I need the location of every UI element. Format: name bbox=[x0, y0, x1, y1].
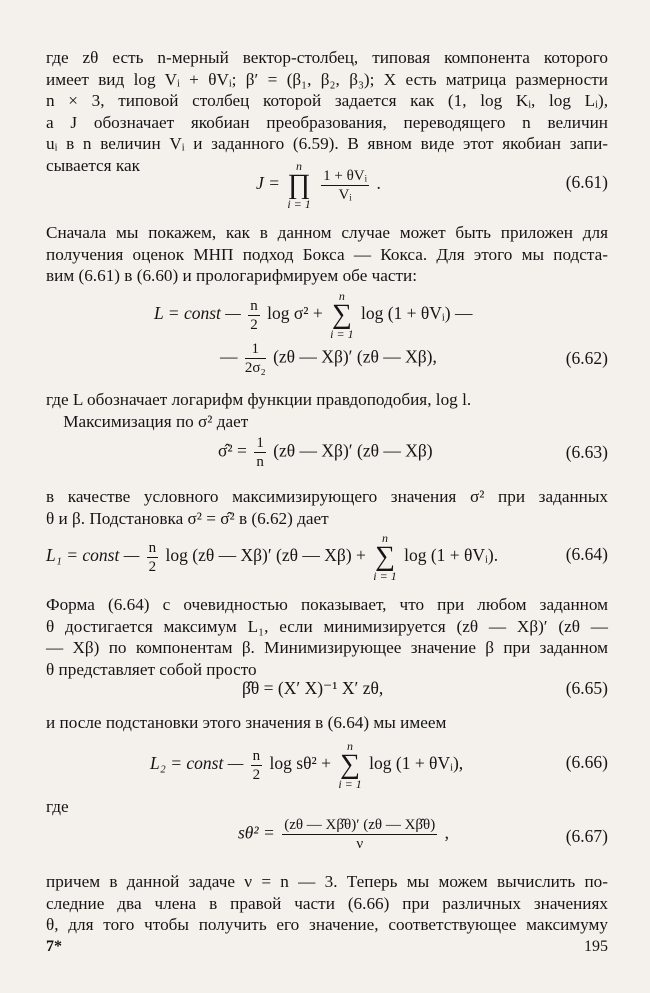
paragraph-box-cox bbox=[46, 222, 608, 287]
page-number: 195 bbox=[584, 938, 608, 955]
fraction bbox=[321, 167, 369, 204]
fraction-numerator: n bbox=[250, 297, 258, 314]
text-line: θ достигается максимум L₁, если минимизируется (zθ — Xβ)′ (zθ — bbox=[46, 616, 608, 636]
fraction-denominator: Vᵢ bbox=[338, 186, 352, 203]
eq-lhs: L = const — bbox=[154, 303, 241, 324]
fraction-numerator: n bbox=[148, 539, 157, 556]
sum-lower-limit: i = 1 bbox=[338, 777, 362, 791]
fraction-numerator: (zθ — Xβ̂θ)′ (zθ — Xβ̂θ) bbox=[284, 817, 436, 833]
sum-operator bbox=[330, 290, 353, 340]
fraction bbox=[282, 816, 437, 853]
fraction-denominator: 2σ₂ bbox=[244, 360, 266, 376]
sum-upper-limit: n bbox=[347, 739, 354, 753]
equation-number: (6.64) bbox=[565, 544, 608, 564]
eq-middle: log sθ² + bbox=[269, 753, 331, 774]
equation-6-65 bbox=[46, 678, 608, 706]
text-line: где bbox=[46, 797, 69, 816]
paragraph-conditional bbox=[46, 486, 608, 529]
paragraph-minimization bbox=[46, 594, 608, 680]
equation-body bbox=[154, 290, 473, 340]
eq-middle: log (zθ — Xβ)′ (zθ — Xβ) + bbox=[165, 545, 366, 566]
paragraph-intro bbox=[46, 47, 608, 177]
paragraph-likelihood bbox=[46, 389, 608, 432]
text-line: Сначала мы покажем, как в данном случае может быть приложен для bbox=[46, 223, 608, 242]
equation-body bbox=[220, 340, 437, 377]
text-line: где zθ есть n-мерный вектор-столбец, типовая компонента которого bbox=[46, 48, 608, 67]
text-line: а J обозначает якобиан преобразования, переводящего n величин bbox=[46, 112, 608, 132]
eq-tail: (zθ — Xβ)′ (zθ — Xβ), bbox=[273, 346, 437, 367]
equation-6-61 bbox=[46, 159, 608, 211]
text-line: и после подстановки этого значения в (6.64) мы имеем bbox=[46, 713, 447, 732]
fraction bbox=[254, 434, 266, 471]
sum-lower-limit: i = 1 bbox=[330, 327, 354, 341]
text-line: θ, для того чтобы получить его значение, соответствующее максимуму bbox=[46, 915, 608, 935]
product-operator bbox=[287, 160, 310, 210]
eq-lhs: sθ² = bbox=[238, 822, 275, 843]
eq-lhs: L₁ = const — bbox=[46, 545, 140, 566]
sum-operator bbox=[338, 740, 361, 790]
text-line: uᵢ в n величин Vᵢ и заданного (6.59). В явном виде этот якобиан запи- bbox=[46, 134, 608, 154]
sum-symbol: ∑ bbox=[331, 299, 352, 330]
product-upper-limit: n bbox=[296, 159, 303, 173]
equation-number: (6.63) bbox=[565, 442, 608, 462]
fraction-numerator: n bbox=[252, 747, 261, 764]
sum-upper-limit: n bbox=[382, 531, 388, 545]
sum-symbol: ∑ bbox=[375, 541, 395, 572]
equation-6-62-line-2 bbox=[46, 340, 608, 380]
eq-tail: , bbox=[444, 822, 449, 843]
equation-number: (6.61) bbox=[565, 172, 608, 192]
text-line: — Xβ) по компонентам β. Минимизирующее значение β при заданном bbox=[46, 638, 608, 658]
text-line: следние два члена в правой части (6.66) при различных значениях bbox=[46, 893, 608, 913]
equation-body: β̂θ = (X′ X)⁻¹ X′ zθ, bbox=[242, 678, 384, 698]
eq-middle: log σ² + bbox=[267, 303, 323, 324]
fraction-numerator: 1 bbox=[245, 340, 266, 359]
text-line: в качестве условного максимизирующего значения σ² при заданных bbox=[46, 487, 608, 506]
eq-lhs: — bbox=[220, 346, 238, 367]
fraction-numerator: 1 bbox=[256, 435, 264, 451]
fraction bbox=[245, 340, 266, 377]
fraction-denominator: 2 bbox=[148, 558, 157, 575]
eq-tail: log (1 + θVᵢ), bbox=[369, 753, 464, 774]
equation-6-62-line-1 bbox=[46, 288, 608, 341]
fraction-denominator: 2 bbox=[252, 766, 261, 783]
equation-6-64 bbox=[46, 530, 608, 582]
eq-tail: . bbox=[376, 173, 381, 194]
text-line: вим (6.61) в (6.60) и прологарифмируем обе части: bbox=[46, 266, 418, 286]
eq-lhs: J = bbox=[256, 173, 280, 194]
product-symbol: ∏ bbox=[287, 169, 311, 200]
equation-number: (6.62) bbox=[565, 348, 608, 368]
text-line: Форма (6.64) с очевидностью показывает, что при любом заданном bbox=[46, 595, 608, 614]
paragraph-conclusion bbox=[46, 871, 608, 936]
equation-number: (6.66) bbox=[565, 752, 608, 772]
text-line: где L обозначает логарифм функции правдоподобия, log l. bbox=[46, 390, 472, 409]
equation-6-63 bbox=[46, 434, 608, 474]
fraction bbox=[251, 747, 263, 784]
equation-6-66 bbox=[46, 738, 608, 790]
equation-body bbox=[256, 160, 381, 210]
eq-tail: (zθ — Xβ)′ (zθ — Xβ) bbox=[273, 440, 433, 461]
fraction-denominator: ν bbox=[356, 836, 364, 852]
equation-body bbox=[238, 816, 449, 853]
paragraph-substitution bbox=[46, 712, 608, 734]
product-lower-limit: i = 1 bbox=[287, 197, 311, 211]
fraction bbox=[248, 297, 260, 334]
sum-lower-limit: i = 1 bbox=[373, 569, 397, 583]
eq-tail: log (1 + θVᵢ) — bbox=[360, 303, 473, 324]
text-line: θ представляет собой просто bbox=[46, 659, 257, 679]
equation-body bbox=[46, 532, 498, 582]
eq-tail: log (1 + θVᵢ). bbox=[404, 545, 499, 566]
equation-number: (6.65) bbox=[565, 678, 608, 698]
text-line: получения оценок МНП подход Бокса — Кокса. Для этого мы подста- bbox=[46, 244, 608, 264]
text-line: θ и β. Подстановка σ² = σ̂² в (6.62) дает bbox=[46, 508, 329, 528]
text-line: сывается как bbox=[46, 155, 140, 175]
eq-lhs: L₂ = const — bbox=[150, 753, 244, 774]
text-line: Максимизация по σ² дает bbox=[46, 411, 249, 431]
equation-number: (6.67) bbox=[565, 826, 608, 846]
sum-symbol: ∑ bbox=[340, 749, 361, 780]
equation-body bbox=[218, 434, 433, 471]
signature-mark: 7* bbox=[46, 938, 62, 955]
fraction-denominator: n bbox=[256, 454, 264, 470]
fraction-numerator: 1 + θVᵢ bbox=[323, 167, 368, 184]
text-line: n × 3, типовой столбец которой задается как (1, log Kᵢ, log Lᵢ), bbox=[46, 91, 608, 111]
fraction-denominator: 2 bbox=[250, 316, 258, 333]
sum-operator bbox=[373, 532, 396, 582]
equation-6-67 bbox=[46, 816, 608, 864]
equation-body bbox=[150, 740, 463, 790]
fraction bbox=[147, 539, 159, 576]
paragraph-where bbox=[46, 796, 608, 818]
sum-upper-limit: n bbox=[338, 289, 345, 303]
eq-lhs: σ̂² = bbox=[218, 440, 247, 461]
text-line: причем в данной задаче ν = n — 3. Теперь мы можем вычислить по- bbox=[46, 872, 608, 891]
text-line: имеет вид log Vᵢ + θVᵢ; β′ = (β₁, β₂, β₃); X есть матрица размерности bbox=[46, 69, 608, 89]
